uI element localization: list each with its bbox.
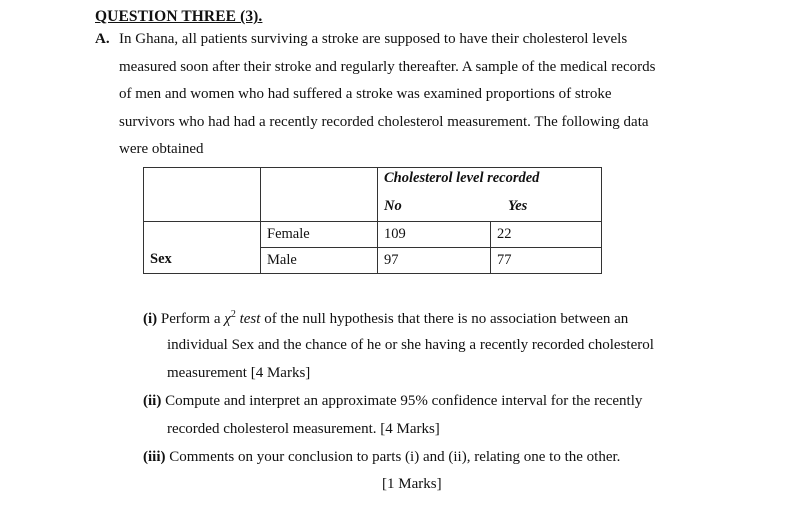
table-header-title: Cholesterol level recorded [384,170,540,186]
column-header-yes: Yes [508,198,528,214]
question-iii-text: Comments on your conclusion to parts (i) and (ii), relating one to the other. [169,449,621,465]
question-title: QUESTION THREE (3). [95,8,263,25]
row-label-female: Female [261,222,378,248]
table-header-row [144,168,602,222]
data-table [143,167,602,274]
question-i-pre: Perform a [160,311,225,327]
question-i-line-1 [143,309,628,328]
question-ii-text: Compute and interpret an approximate 95% confidence interval for the recently [165,393,643,409]
question-ii-line-2: recorded cholesterol measurement. [4 Marks] [167,421,440,437]
part-a-line-4: survivors who had had a recently recorded cholesterol measurement. The following data [119,114,649,130]
table-corner-cell [144,168,261,222]
table-corner-cell-2 [261,168,378,222]
test-word: test [235,311,261,327]
question-iii-marks: [1 Marks] [382,476,442,492]
question-i-rest: of the null hypothesis that there is no association between an [260,311,629,327]
column-header-no: No [384,198,402,214]
cell-male-yes: 77 [491,248,602,274]
cell-female-yes: 22 [491,222,602,248]
question-i-label: (i) [143,311,158,327]
row-group-label [144,222,261,274]
chi-symbol: χ [224,311,231,327]
question-i-line-2: individual Sex and the chance of he or she having a recently recorded cholesterol [167,337,654,353]
question-iii-line-1 [143,449,620,466]
table-header-cell [378,168,602,222]
part-a-line-3: of men and women who had suffered a stroke was examined proportions of stroke [119,86,612,102]
table-row [144,222,602,248]
chi-superscript: 2 [230,309,236,320]
question-iii-label: (iii) [143,449,166,465]
part-a-line-2: measured soon after their stroke and regularly thereafter. A sample of the medical records [119,59,656,75]
cell-male-no: 97 [378,248,491,274]
part-a-line-1: In Ghana, all patients surviving a stroke are supposed to have their cholesterol levels [119,31,628,47]
question-i-line-3: measurement [4 Marks] [167,365,311,381]
question-ii-label: (ii) [143,393,162,409]
part-a-label: A. [95,31,110,47]
sex-label: Sex [150,251,172,267]
row-label-male: Male [261,248,378,274]
part-a-line-5: were obtained [119,141,204,157]
cell-female-no: 109 [378,222,491,248]
question-ii-line-1 [143,393,642,410]
